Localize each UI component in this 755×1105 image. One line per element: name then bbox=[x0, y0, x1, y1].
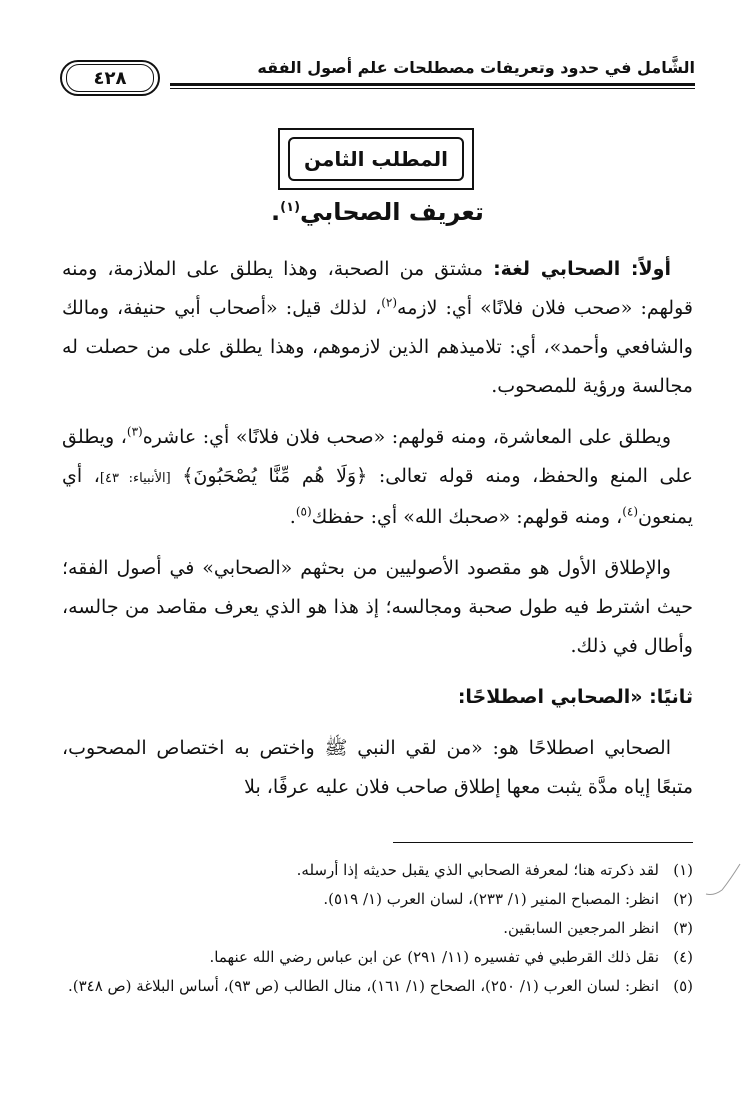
paragraph bbox=[62, 678, 693, 717]
footnote bbox=[62, 856, 693, 885]
footnote bbox=[62, 885, 693, 914]
footnote-number: (١) bbox=[673, 861, 693, 879]
footnote-number: (٥) bbox=[673, 977, 693, 995]
footnote-marker: (١) bbox=[280, 200, 301, 215]
page-heading: تعريف الصحابي$^{(١)}$. bbox=[271, 198, 484, 226]
footnotes bbox=[62, 856, 693, 1001]
footnote-marker: (٣) bbox=[126, 424, 143, 439]
footnote-text: نقل ذلك القرطبي في تفسيره (١١/ ٢٩١) عن ابن عباس رضي الله عنهما. bbox=[209, 948, 659, 966]
paragraph-lead: أولاً: الصحابي لغة: bbox=[493, 258, 671, 280]
quran-reference: [الأنبياء: ٤٣] bbox=[99, 471, 171, 486]
heading-text: تعريف الصحابي bbox=[300, 198, 484, 226]
running-title: الشَّامل في حدود وتعريفات مصطلحات علم أصول الفقه bbox=[257, 58, 695, 77]
section-title-frame bbox=[278, 128, 474, 190]
footnote bbox=[62, 972, 693, 1001]
footnote-text: لقد ذكرته هنا؛ لمعرفة الصحابي الذي يقبل حديثه إذا أرسله. bbox=[296, 861, 659, 879]
page-number-frame bbox=[60, 60, 160, 96]
paragraph-text: ، لذلك قيل: «أصحاب أبي حنيفة، ومالك والشافعي وأحمد»، أي: تلاميذهم الذين لازموهم، وهذا يطلق على من حصلت له مجالسة ورؤية للمصحوب. bbox=[62, 297, 693, 397]
paragraph-text: ، ومنه قولهم: «صحبك الله» أي: حفظك bbox=[311, 506, 623, 528]
paragraph-text: مشتق من الصحبة، وهذا يطلق على الملازمة، ومنه قولهم: «صحب فلان فلانًا» أي: لازمه bbox=[62, 258, 693, 319]
paragraph bbox=[62, 418, 693, 537]
footnote-marker: (٥) bbox=[295, 504, 312, 519]
header-rule bbox=[170, 83, 695, 89]
footnote-text: انظر: المصباح المنير (١/ ٢٣٣)، لسان العرب (١/ ٥١٩). bbox=[323, 890, 659, 908]
footnote-text: انظر المرجعين السابقين. bbox=[503, 919, 659, 937]
paragraph bbox=[62, 250, 693, 406]
page-number: ٤٢٨ bbox=[66, 64, 154, 92]
paragraph-text: ، أي يمنعون bbox=[62, 465, 693, 528]
body-text bbox=[62, 250, 693, 819]
paragraph-text: ويطلق على المعاشرة، ومنه قولهم: «صحب فلان فلانًا» أي: عاشره bbox=[142, 426, 671, 448]
footnote-marker: (٤) bbox=[622, 504, 639, 519]
footnote-number: (٢) bbox=[673, 890, 693, 908]
margin-pencil-mark bbox=[700, 860, 750, 920]
running-header bbox=[60, 52, 695, 92]
footnote-number: (٣) bbox=[673, 919, 693, 937]
footnote-number: (٤) bbox=[673, 948, 693, 966]
footnote-marker: (٢) bbox=[381, 295, 398, 310]
paragraph-text: . bbox=[289, 506, 296, 528]
section-title: المطلب الثامن bbox=[288, 137, 464, 181]
paragraph: الصحابي اصطلاحًا هو: «من لقي النبي ﷺ واختص به اختصاص المصحوب، متبعًا إياه مدَّة يثبت معها إطلاق صاحب فلان عليه عرفًا، بلا bbox=[62, 737, 693, 798]
footnote bbox=[62, 914, 693, 943]
paragraph-text: ، ويطلق على المنع والحفظ، ومنه قوله تعالى: ﴿وَلَا هُم مِّنَّا يُصْحَبُونَ﴾ bbox=[62, 426, 693, 487]
paragraph: والإطلاق الأول هو مقصود الأصوليين من بحثهم «الصحابي» في أصول الفقه؛ حيث اشترط فيه طول صحبة ومجالسه؛ إذ هذا هو الذي يعرف مقاصد من جالسه، وأطال في ذلك. bbox=[62, 557, 693, 657]
footnote bbox=[62, 943, 693, 972]
footnote-separator bbox=[393, 842, 693, 843]
footnote-text: انظر: لسان العرب (١/ ٢٥٠)، الصحاح (١/ ١٦١)، منال الطالب (ص ٩٣)، أساس البلاغة (ص ٣٤٨). bbox=[67, 977, 659, 995]
subheading: ثانيًا: «الصحابي اصطلاحًا: bbox=[457, 686, 693, 708]
